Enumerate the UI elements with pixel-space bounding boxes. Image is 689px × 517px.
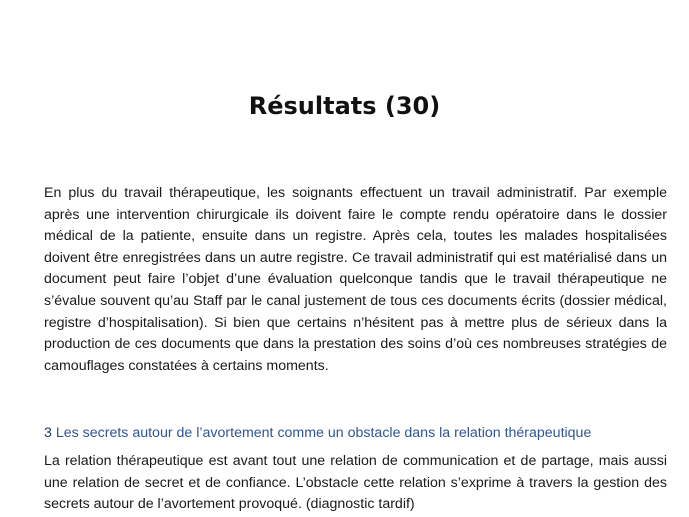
section-heading-text: Les secrets autour de l’avortement comme un obstacle dans la relation thérapeutique: [55, 425, 592, 441]
slide-title: Résultats (30): [248, 92, 441, 120]
paragraph-therapeutic-relation: La relation thérapeutique est avant tout une relation de communication et de partage, mais aussi une relation de secret et de confiance. L’obstacle cette relation s’exprime à travers la gestion des secrets autour de l’avortement provoqué. (diagnostic tardif): [44, 453, 667, 513]
paragraph-administrative-work: En plus du travail thérapeutique, les soignants effectuent un travail administratif. Par exemple après une intervention chirurgicale ils doivent faire le compte rendu opératoire dans le dossier médical de la patiente, ensuite dans un registre. Après cela, toutes les malades hospitalisées doivent être enregistrées dans un autre registre. Ce travail administratif qui est matérialisé dans un document peut faire l’objet d’une évaluation quelconque tandis que le travail thérapeutique ne s’évalue souvent qu’au Staff par le canal justement de tous ces documents écrits (dossier médical, registre d’hospitalisation). Si bien que certains n’hésitent pas à mettre plus de sérieux dans la production de ces documents que dans la prestation des soins d’où ces nombreuses stratégies de camouflages constatées à certains moments.: [44, 185, 667, 374]
section-number: 3: [44, 425, 52, 441]
section-heading: [44, 423, 667, 445]
